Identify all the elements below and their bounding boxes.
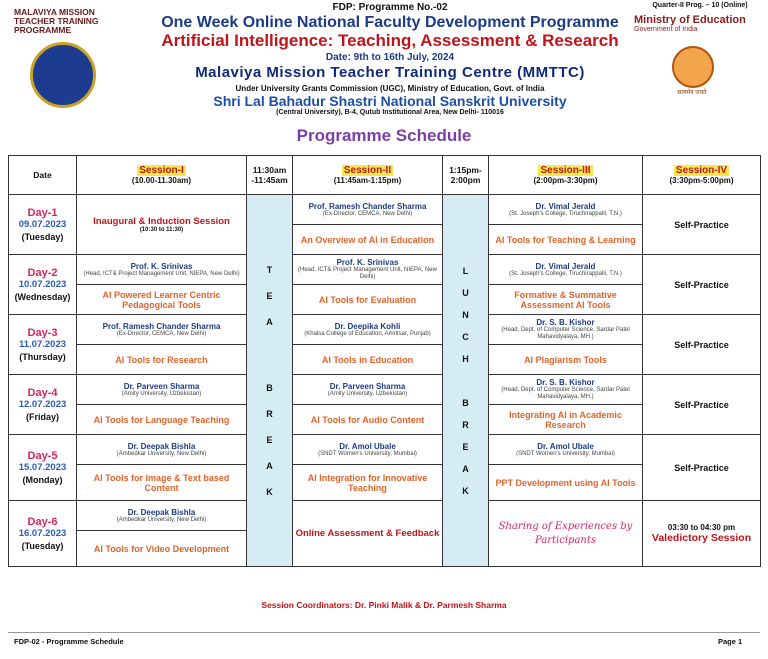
col-tea-time	[247, 156, 293, 195]
session-2-topic: AI Tools in Education	[293, 345, 443, 375]
session-note: (10:30 to 11:30)	[139, 227, 184, 233]
speaker-affiliation: (Head, ICT& Project Management Unit, NIEPA, New Delhi)	[298, 267, 437, 280]
session-4-cell: Self-Practice	[643, 375, 761, 435]
lunch-break-letter: E	[462, 441, 469, 452]
tea-break-column	[247, 195, 293, 567]
session-4-time: (3:30pm-5:00pm)	[669, 176, 734, 185]
session-1-cell	[77, 195, 247, 255]
speaker-name: Dr. S. B. Kishor	[536, 378, 595, 387]
tea-break-letter: T	[266, 264, 273, 275]
lunch-break-letter: U	[462, 287, 469, 298]
table-row	[9, 375, 761, 405]
lunch-break-letter: K	[462, 485, 469, 496]
day-label: Day-4	[27, 386, 58, 399]
lunch-break-letter: A	[462, 463, 469, 474]
session-1-topic: AI Tools for Research	[77, 345, 247, 375]
day-date: 16.07.2023	[18, 527, 67, 539]
session-4-cell: Self-Practice	[643, 315, 761, 375]
day-date: 09.07.2023	[18, 218, 67, 230]
valedictory-label: Valedictory Session	[651, 532, 752, 544]
session-4-cell: Self-Practice	[643, 195, 761, 255]
session-1-speaker-cell	[77, 435, 247, 465]
table-row	[9, 435, 761, 465]
speaker-affiliation: (Ambedkar University, New Delhi)	[116, 516, 207, 523]
speaker-name: Dr. Amol Ubale	[339, 441, 396, 451]
session-3-label: Session-III	[540, 165, 591, 176]
col-session-2	[293, 156, 443, 195]
session-1-topic: AI Tools for Language Teaching	[77, 405, 247, 435]
day-weekday: (Tuesday)	[21, 540, 64, 551]
speaker-affiliation: (St. Joseph's College, Tiruchirappalli, T.N.)	[509, 210, 622, 217]
tea-break-letter: K	[266, 486, 273, 497]
session-3-speaker-cell	[489, 195, 643, 225]
speaker-name: Prof. K. Srinivas	[130, 261, 193, 271]
lunch-break-column	[443, 195, 489, 567]
mmttp-logo	[14, 8, 134, 35]
session-4-cell	[643, 501, 761, 567]
programme-dates: Date: 9th to 16th July, 2024	[325, 52, 455, 63]
speaker-affiliation: (Ex-Director, CEMCA, New Delhi)	[322, 210, 413, 217]
day-cell	[9, 255, 77, 315]
tea-break-letter: E	[266, 434, 273, 445]
day-weekday: (Monday)	[22, 474, 63, 485]
session-1-time: (10.00-11.30am)	[131, 176, 192, 185]
table-row	[9, 501, 761, 531]
hindi-motto: सत्यमेव जयते	[677, 90, 707, 96]
session-2-topic: AI Integration for Innovative Teaching	[293, 465, 443, 501]
ugc-wheel-icon	[672, 46, 714, 88]
day-cell	[9, 375, 77, 435]
session-3-speaker-cell	[489, 435, 643, 465]
speaker-name: Dr. Vimal Jerald	[535, 201, 596, 211]
table-row	[9, 255, 761, 285]
footer-divider	[8, 632, 760, 633]
session-topic: Inaugural & Induction Session	[93, 216, 230, 227]
session-1-speaker-cell	[77, 255, 247, 285]
speaker-name: Dr. Amol Ubale	[537, 441, 594, 451]
day-cell	[9, 195, 77, 255]
programme-theme: Artificial Intelligence: Teaching, Assessment & Research	[161, 31, 619, 50]
university-address: (Central University), B-4, Qutub Institutional Area, New Delhi- 110016	[276, 109, 504, 116]
session-1-topic: AI Tools for Video Development	[77, 531, 247, 567]
programme-name: One Week Online National Faculty Development Programme	[161, 14, 619, 31]
tea-break-letter: A	[266, 316, 273, 327]
session-2-speaker-cell	[293, 315, 443, 345]
day-cell	[9, 315, 77, 375]
quarter-label: Quarter-II Prog. – 10 (Online)	[652, 2, 748, 9]
session-2-speaker-cell	[293, 435, 443, 465]
session-4-cell: Self-Practice	[643, 255, 761, 315]
session-3-time: (2:00pm-3:30pm)	[533, 176, 598, 185]
speaker-affiliation: (Ambedkar University, New Delhi)	[116, 450, 207, 457]
session-2-speaker-cell	[293, 255, 443, 285]
speaker-affiliation: (SNDT Women's University, Mumbai)	[318, 450, 417, 457]
speaker-name: Prof. K. Srinivas	[336, 258, 399, 267]
lunch-time: 1:15pm- 2:00pm	[449, 165, 482, 185]
session-3-topic: Integrating AI in Academic Research	[489, 405, 643, 435]
speaker-affiliation: (Ex-Director, CEMCA, New Delhi)	[116, 330, 207, 337]
table-row	[9, 315, 761, 345]
mmttp-logo-text: MALAVIYA MISSION TEACHER TRAINING PROGRAMME	[14, 7, 99, 35]
col-lunch-time	[443, 156, 489, 195]
speaker-affiliation: (St. Joseph's College, Tiruchirappalli, T.N.)	[509, 270, 622, 277]
session-1-speaker-cell	[77, 375, 247, 405]
header-row	[9, 156, 761, 195]
day-label: Day-2	[27, 266, 58, 279]
session-3-speaker-cell	[489, 375, 643, 405]
speaker-name: Dr. Deepak Bishla	[127, 507, 196, 517]
lunch-break-letter: H	[462, 353, 469, 364]
day-weekday: (Tuesday)	[21, 231, 64, 242]
speaker-affiliation: (Head, Dept. of Computer Science, Sardar Patel Mahavidyalaya, MH.)	[501, 387, 630, 400]
day-date: 12.07.2023	[18, 398, 67, 410]
centre-name: Malaviya Mission Teacher Training Centre (MMTTC)	[195, 64, 585, 81]
day-weekday: (Wednesday)	[14, 291, 71, 302]
day-label: Day-3	[27, 326, 58, 339]
session-3-speaker-cell	[489, 255, 643, 285]
session-3-topic: PPT Development using AI Tools	[489, 465, 643, 501]
speaker-name: Dr. Parveen Sharma	[123, 381, 200, 391]
speaker-affiliation: (Amity University, Uzbekistan)	[121, 390, 202, 397]
speaker-affiliation: (Head, Dept. of Computer Science, Sardar Patel Mahavidyalaya, MH.)	[501, 327, 630, 340]
speaker-name: Dr. Deepika Kohli	[334, 321, 401, 331]
session-4-cell: Self-Practice	[643, 435, 761, 501]
speaker-affiliation: (Khalsa College of Education, Amritsar, Punjab)	[304, 330, 431, 337]
session-2-topic: AI Tools for Evaluation	[293, 285, 443, 315]
session-2-speaker-cell	[293, 195, 443, 225]
col-date: Date	[9, 156, 77, 195]
tea-break-letter: B	[266, 382, 273, 393]
speaker-name: Prof. Ramesh Chander Sharma	[102, 321, 221, 331]
table-row	[9, 195, 761, 225]
moe-subtitle: Government of India	[634, 26, 698, 33]
lunch-break-letter: L	[462, 265, 469, 276]
day-weekday: (Friday)	[25, 411, 59, 422]
moe-title: Ministry of Education	[634, 14, 746, 26]
col-session-4	[643, 156, 761, 195]
col-session-3	[489, 156, 643, 195]
speaker-affiliation: (Head, ICT& Project Management Unit, NIEPA, New Delhi)	[83, 270, 240, 277]
day-date: 15.07.2023	[18, 461, 67, 473]
session-3-cell: Sharing of Experiences by Participants	[489, 501, 643, 567]
footer-left: FDP-02 - Programme Schedule	[14, 637, 124, 646]
session-3-topic: AI Tools for Teaching & Learning	[489, 225, 643, 255]
speaker-name: Dr. Vimal Jerald	[535, 261, 596, 271]
university-name: Shri Lal Bahadur Shastri National Sanskrit University	[213, 93, 567, 109]
session-1-topic: AI Powered Learner Centric Pedagogical Tools	[77, 285, 247, 315]
session-1-topic: AI Tools for Image & Text based Content	[77, 465, 247, 501]
day-weekday: (Thursday)	[19, 351, 66, 362]
day-cell	[9, 435, 77, 501]
speaker-name: Prof. Ramesh Chander Sharma	[308, 201, 427, 211]
tea-break-letter: A	[266, 460, 273, 471]
speaker-name: Dr. Parveen Sharma	[329, 381, 406, 391]
lunch-break-letter: N	[462, 309, 469, 320]
day-label: Day-1	[27, 206, 58, 219]
session-3-topic: Formative & Summative Assessment AI Tools	[489, 285, 643, 315]
schedule-table	[8, 155, 761, 567]
lunch-break-letter: R	[462, 419, 469, 430]
session-2-time: (11:45am-1:15pm)	[333, 176, 402, 185]
session-3-topic: AI Plagiarism Tools	[489, 345, 643, 375]
session-1-label: Session-I	[139, 165, 184, 176]
day-cell	[9, 501, 77, 567]
day-date: 10.07.2023	[18, 278, 67, 290]
session-1-speaker-cell	[77, 315, 247, 345]
session-2-topic: AI Tools for Audio Content	[293, 405, 443, 435]
university-emblem-icon	[30, 42, 96, 108]
day-date: 11.07.2023	[18, 338, 67, 350]
session-2-topic: An Overview of AI in Education	[293, 225, 443, 255]
speaker-name: Dr. S. B. Kishor	[536, 318, 595, 327]
session-2-cell: Online Assessment & Feedback	[293, 501, 443, 567]
lunch-break-letter: C	[462, 331, 469, 342]
under-ugc: Under University Grants Commission (UGC), Ministry of Education, Govt. of India	[235, 84, 545, 93]
tea-break-letter: E	[266, 290, 273, 301]
speaker-affiliation: (Amity University, Uzbekistan)	[327, 390, 408, 397]
footer-page: Page 1	[718, 637, 743, 646]
schedule-title: Programme Schedule	[296, 126, 472, 145]
tea-break-letter: R	[266, 408, 273, 419]
day-label: Day-5	[27, 449, 58, 462]
lunch-break-letter: B	[462, 397, 469, 408]
speaker-name: Dr. Deepak Bishla	[127, 441, 196, 451]
session-2-speaker-cell	[293, 375, 443, 405]
col-session-1	[77, 156, 247, 195]
tea-time: 11:30am -11:45am	[251, 165, 288, 185]
fdp-number: FDP: Programme No.-02	[332, 2, 448, 13]
speaker-affiliation: (SNDT Women's University, Mumbai)	[516, 450, 615, 457]
session-2-label: Session-II	[343, 165, 392, 176]
valedictory-time: 03:30 to 04:30 pm	[667, 523, 736, 532]
session-coordinators: Session Coordinators: Dr. Pinki Malik & Dr. Parmesh Sharma	[261, 600, 507, 610]
session-3-speaker-cell	[489, 315, 643, 345]
moe-logo	[634, 14, 764, 33]
session-1-speaker-cell	[77, 501, 247, 531]
day-label: Day-6	[27, 515, 58, 528]
session-4-label: Session-IV	[675, 165, 728, 176]
